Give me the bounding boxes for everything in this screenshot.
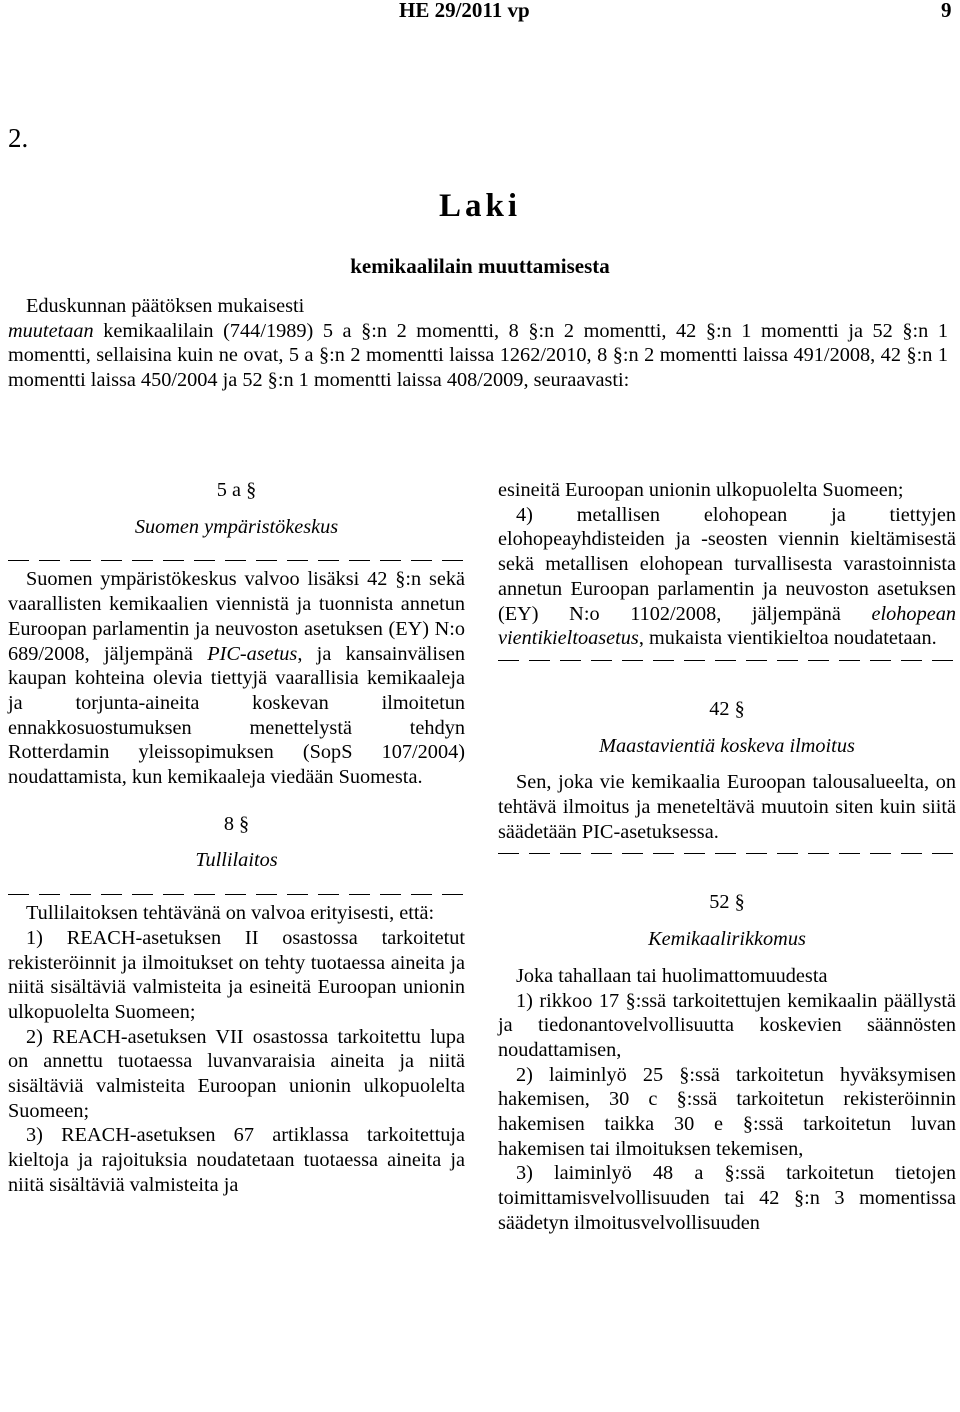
section-8-item-1: 1) REACH-asetuksen II osastossa tarkoitetut rekisteröinnit ja ilmoitukset on tehty tuotaessa aineita ja niitä sisältäviä valmisteita ja esineitä Euroopan unionin ulkopuolelta Suomeen; [8,926,465,1023]
item-number: 2. [8,123,29,153]
section-8-number: 8 § [223,812,250,835]
section-42-number: 42 § [709,697,745,720]
right-column [498,478,956,1236]
section-8-item-4-end: , mukaista vientikieltoa noudatetaan. [638,627,937,650]
section-52-number: 52 § [709,891,745,914]
preamble [8,294,948,393]
section-52-item-2: 2) laiminlyö 25 §:ssä tarkoitetun hyväksymisen hakemisen, 30 c §:ssä tarkoitetun rekisteröinnin hakemisen taikka 30 e §:ssä tarkoitetun luvan hakemisen tai ilmoituksen tekemisen, [498,1063,956,1160]
left-column [8,478,465,1198]
law-subtitle: kemikaalilain muuttamisesta [350,254,610,278]
section-8-item-4 [498,503,956,651]
section-5a-text-end: , ja kansainvälisen kaupan kohteina olevia tiettyjä vaarallisia kemikaaleja ja torjunta-aineita koskevan ilmoitetun ennakkosuostumuksen menettelystä tehdyn Rotterdamin yleissopimuksen (SopS 107/2004) noudattamista, kun kemikaaleja viedään Suomesta. [8,642,465,789]
section-8-title: Tullilaitos [195,849,278,872]
section-5a-number: 5 a § [216,479,257,501]
section-5a-text-start: Suomen ympäristökeskus valvoo lisäksi 42 §:n sekä vaarallisten kemikaalien viennistä ja tuonnista annetun Euroopan parlamentin ja neuvoston asetuksen (EY) N:o 689/2008, jäljempänä [8,568,465,665]
section-8-item-2: 2) REACH-asetuksen VII osastossa tarkoitettu lupa on annettu tuotaessa luvanvaraisia aineita ja niitä sisältäviä valmisteita Euroopan unionin ulkopuolelta Suomeen; [8,1025,465,1122]
amendment-text: kemikaalilain (744/1989) 5 a §:n 2 momentti, 8 §:n 2 momentti, 42 §:n 1 momentti ja 52 §:n 1 momentti, sellaisina kuin ne ovat, 5 a §:n 2 momentti laissa 1262/2010, 8 §:n 2 momentti laissa 491/2008, 42 §:n 1 momentti laissa 450/2004 ja 52 §:n 1 momentti laissa 408/2009, seuraavasti: [8,319,948,392]
enacting-clause: Eduskunnan päätöksen mukaisesti [26,295,305,317]
section-52-item-1: 1) rikkoo 17 §:ssä tarkoitettujen kemikaalin päällystä ja tiedonantovelvollisuutta koskevien säännösten noudattamisen, [498,989,956,1061]
section-8-item-3-continued: esineitä Euroopan unionin ulkopuolelta Suomeen; [498,479,904,501]
section-8-intro: Tullilaitoksen tehtävänä on valvoa erityisesti, että: [26,902,435,925]
section-8-item-4-start: 4) metallisen elohopean ja tiettyjen elohopeayhdisteiden ja -seosten viennin kieltämisestä sekä metallisen elohopean turvallisesta varastoinnista annetun Euroopan parlamentin ja neuvoston asetuksen (EY) N:o 1102/2008, jäljempänä [498,503,956,625]
omission-dash-line [8,551,465,567]
section-5a-text [8,567,465,789]
section-5a-title: Suomen ympäristökeskus [134,515,339,538]
section-52-title: Kemikaalirikkomus [648,928,806,951]
running-header-title: HE 29/2011 vp [399,0,530,22]
elohopean-vientikieltoasetus-term: elohopean vientikieltoasetus [498,602,956,650]
page-number: 9 [941,0,952,22]
pic-asetus-term: PIC-asetus [207,642,298,665]
section-8-item-3: 3) REACH-asetuksen 67 artiklassa tarkoitettuja kieltoja ja rajoituksia noudatetaan tuotaessa aineita ja niitä sisältäviä valmisteita ja [8,1124,465,1196]
amendment-verb: muutetaan [8,319,94,342]
amendment-clause [8,319,948,393]
omission-dash-line [498,651,956,667]
section-52-item-3: 3) laiminlyö 48 a §:ssä tarkoitetun tietojen toimittamisvelvollisuuden tai 42 §:n 3 momentissa säädetyn ilmoitusvelvollisuuden [498,1162,956,1234]
law-title: Laki [438,188,522,224]
section-42-text: Sen, joka vie kemikaalia Euroopan talousalueelta, on tehtävä ilmoitus ja meneteltävä muutoin siten kuin siitä säädetään PIC-asetuksessa. [498,771,956,843]
section-42-title: Maastavientiä koskeva ilmoitus [599,734,855,757]
omission-dash-line [8,885,465,901]
section-52-intro: Joka tahallaan tai huolimattomuudesta [516,964,828,987]
omission-dash-line [498,844,956,860]
